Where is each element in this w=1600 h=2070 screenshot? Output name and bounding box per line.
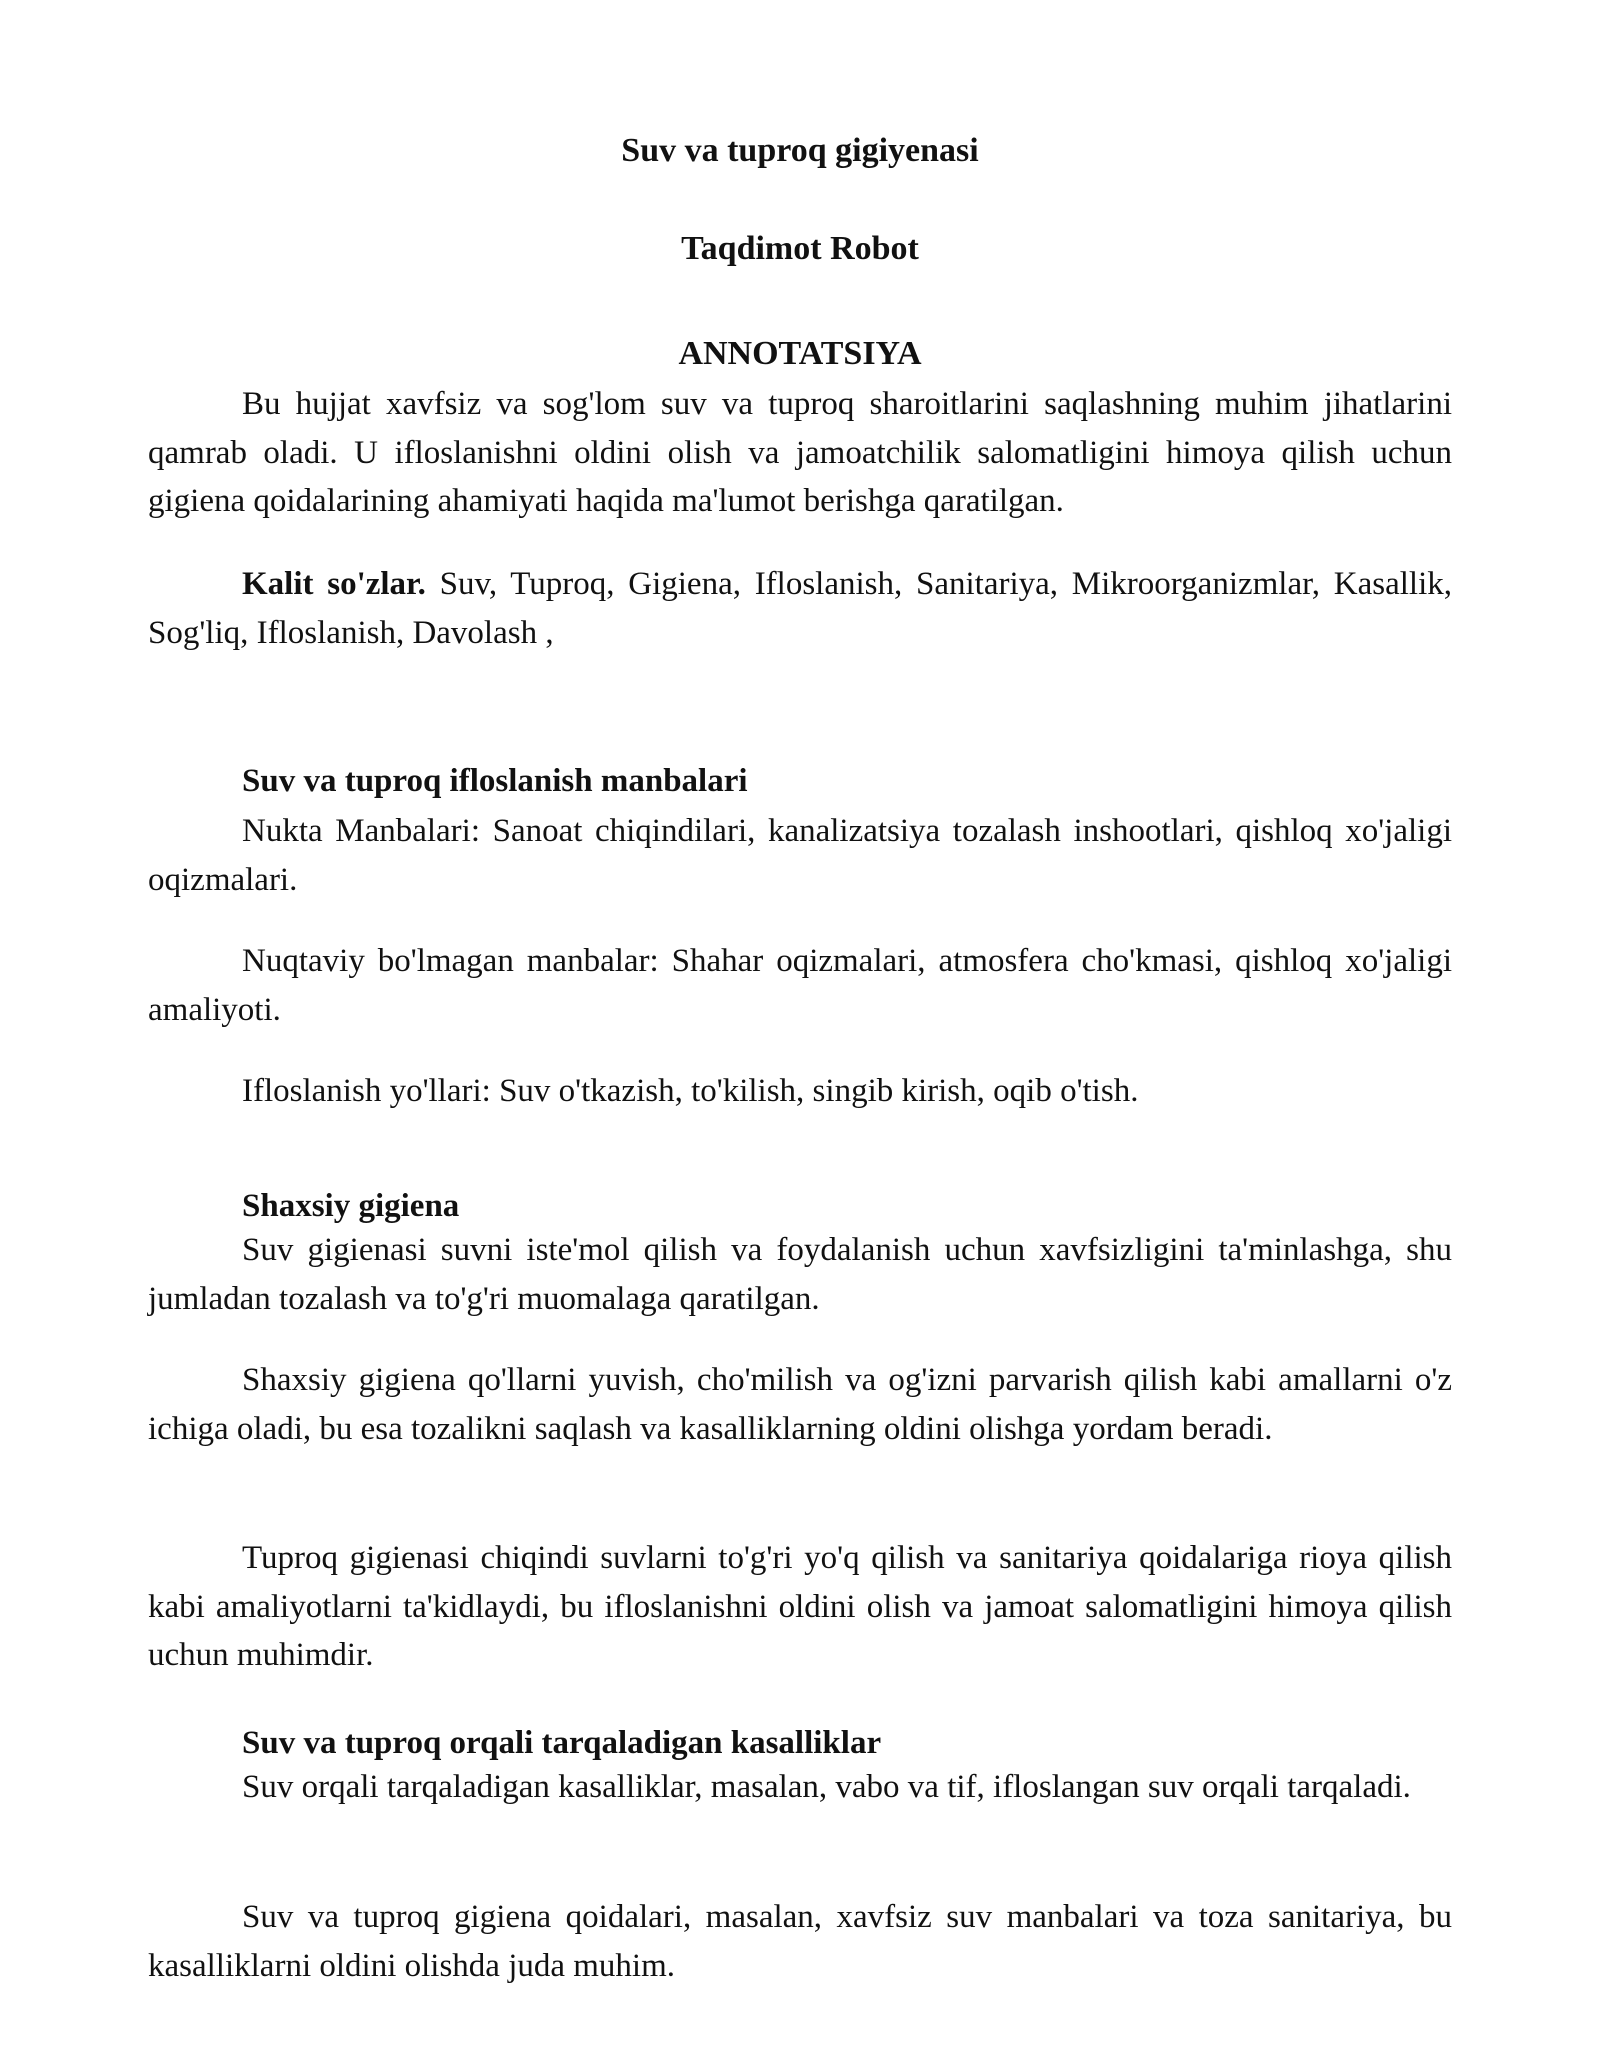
paragraph-personal-hygiene: Shaxsiy gigiena qo'llarni yuvish, cho'milish va og'izni parvarish qilish kabi amallarni o'z ichiga oladi, bu esa tozalikni saqlash va kasalliklarning oldini olishga yordam beradi. bbox=[148, 1362, 1452, 1447]
paragraph-point-sources: Nukta Manbalari: Sanoat chiqindilari, kanalizatsiya tozalash inshootlari, qishloq xo'jaligi oqizmalari. bbox=[148, 813, 1452, 898]
paragraph-nonpoint-sources: Nuqtaviy bo'lmagan manbalar: Shahar oqizmalari, atmosfera cho'kmasi, qishloq xo'jaligi amaliyoti. bbox=[148, 943, 1452, 1028]
section-heading-personal-hygiene: Shaxsiy gigiena bbox=[242, 1188, 460, 1224]
section-heading-waterborne-diseases: Suv va tuproq orqali tarqaladigan kasalliklar bbox=[242, 1725, 882, 1761]
paragraph-water-hygiene: Suv gigienasi suvni iste'mol qilish va foydalanish uchun xavfsizligini ta'minlashga, shu jumladan tozalash va to'g'ri muomalaga qaratilgan. bbox=[148, 1232, 1452, 1317]
document-author: Taqdimot Robot bbox=[681, 230, 919, 267]
keywords-text: Suv, Tuproq, Gigiena, Ifloslanish, Sanitariya, Mikroorganizmlar, Kasallik, Sog'liq, Ifloslanish, Davolash , bbox=[148, 566, 1452, 651]
annotation-heading: ANNOTATSIYA bbox=[678, 335, 922, 372]
keywords-label: Kalit so'zlar. bbox=[242, 566, 426, 602]
paragraph-soil-hygiene: Tuproq gigienasi chiqindi suvlarni to'g'ri yo'q qilish va sanitariya qoidalariga rioya qilish kabi amaliyotlarni ta'kidlaydi, bu ifloslanishni oldini olish va jamoat salomatligini himoya qilish uchun muhimdir. bbox=[148, 1540, 1452, 1673]
annotation-text: Bu hujjat xavfsiz va sog'lom suv va tuproq sharoitlarini saqlashning muhim jihatlarini qamrab oladi. U ifloslanishni oldini olish va jamoatchilik salomatligini himoya qilish uchun gigiena qoidalarining ahamiyati haqida ma'lumot berishga qaratilgan. bbox=[148, 386, 1452, 519]
paragraph-waterborne-diseases: Suv orqali tarqaladigan kasalliklar, masalan, vabo va tif, ifloslangan suv orqali tarqaladi. bbox=[242, 1769, 1411, 1805]
keywords-paragraph bbox=[148, 560, 1452, 657]
section-heading-pollution-sources: Suv va tuproq ifloslanish manbalari bbox=[242, 763, 748, 799]
paragraph-pollution-pathways: Ifloslanish yo'llari: Suv o'tkazish, to'kilish, singib kirish, oqib o'tish. bbox=[242, 1073, 1139, 1109]
paragraph-hygiene-rules: Suv va tuproq gigiena qoidalari, masalan, xavfsiz suv manbalari va toza sanitariya, bu kasalliklarni oldini olishda juda muhim. bbox=[148, 1899, 1452, 1984]
document-title: Suv va tuproq gigiyenasi bbox=[621, 132, 979, 169]
